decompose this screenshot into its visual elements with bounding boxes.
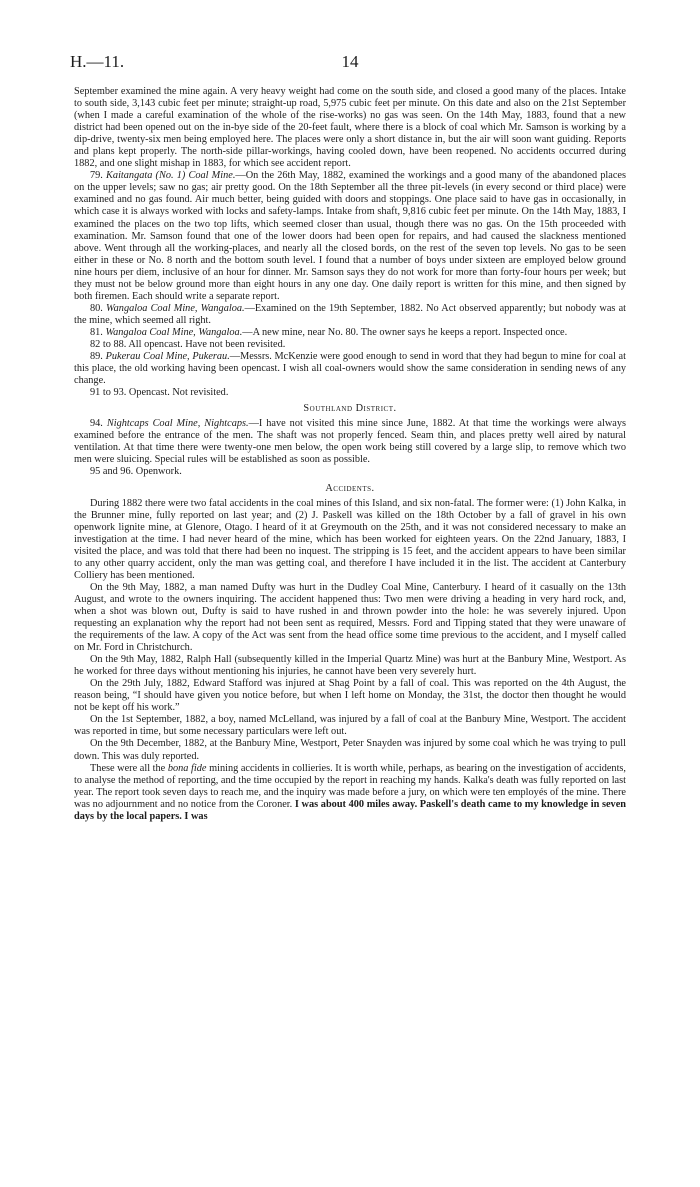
paragraph-79: [74, 170, 626, 303]
section-heading-accidents: Accidents.: [325, 482, 375, 494]
paragraph-91: 91 to 93. Opencast. Not revisited.: [90, 387, 229, 399]
entry-text: —Examined on the 19th September, 1882. No Act observed apparently; but nobody was at the mine, which seemed all right.: [74, 302, 627, 326]
latin-phrase: bona fide: [167, 762, 207, 774]
paragraph-snayden: On the 9th December, 1882, at the Banbury Mine, Westport, Peter Snayden was injured by some coal which he was trying to pull down. This was duly reported.: [74, 738, 626, 762]
entry-text: —Messrs. McKenzie were good enough to send in word that they had begun to mine for coal at this place, the old working having been opencast. I wish all coal-owners would show the same consideration in sending news of any change.: [74, 351, 626, 387]
report-reference: H.—11.: [70, 52, 125, 71]
paragraph-89: [74, 351, 626, 387]
mine-title: Pukerau Coal Mine, Pukerau.: [105, 351, 230, 363]
entry-number: 80.: [90, 302, 107, 314]
entry-number: 81.: [90, 326, 106, 338]
mine-title: Wangaloa Coal Mine, Wangaloa.: [105, 326, 243, 338]
paragraph-stafford: On the 29th July, 1882, Edward Stafford was injured at Shag Point by a fall of coal. This was reported on the 4th August, the reason being, “I should have given you notice before, but when I left home on Monday, the 31st, the doctor then thought he would not be kept off his work.”: [74, 678, 626, 714]
page-number: 14: [341, 52, 359, 71]
entry-number: 94.: [90, 418, 107, 430]
entry-number: 89.: [90, 351, 106, 363]
paragraph-accidents-summary: During 1882 there were two fatal accidents in the coal mines of this Island, and six non-fatal. The former were: (1) John Kalka, in the Brunner mine, fully reported on last year; and (2) J. Paskell was killed on the 18th October by a fall of gravel in his own openwork lignite mine, at Glenore, Otago. I heard of it at Greymouth on the 25th, and it was not considered necessary to make an investigation at the time. I had never heard of the mine, which has been worked for eighteen years. On the 22nd January, 1883, I visited the place, and was told that there had been no inquest. The stripping is 15 feet, and the accident appears to have been similar to any other quarry accident, only the man was getting coal, and therefore I have included it in the list. The accident at Canterbury Colliery has been mentioned.: [74, 497, 626, 581]
mine-title: Kaitangata (No. 1) Coal Mine.: [106, 170, 236, 182]
paragraph-ralph-hall: On the 9th May, 1882, Ralph Hall (subsequently killed in the Imperial Quartz Mine) was hurt at the Banbury Mine, Westport. As he worked for three days without mentioning his injuries, he cannot have been very severely hurt.: [74, 654, 626, 678]
paragraph-95: 95 and 96. Openwork.: [90, 466, 182, 478]
mine-title: Wangaloa Coal Mine, Wangaloa.: [106, 302, 245, 314]
paragraph-continuation: September examined the mine again. A very heavy weight had come on the south side, and closed a good many of the places. Intake to south side, 3,143 cubic feet per minute; straight-up road, 5,975 cubic feet per minute. On this date and also on the 21st September (when I made a careful examination of the whole of the rise-works) no gas was seen. On the 14th May, 1883, found that a new district had been opened out on the in-bye side of the 20-feet fault, where there is a block of coal which Mr. Samson is working by a dip-drive, twenty-six men being employed here. The places were only a short distance in, but the air will soon want guiding. Reports and plans kept properly. The north-side pillar-workings, having cooled down, have been reopened. No accidents occurred during 1882, and one slight mishap in 1883, for which see accident report.: [74, 86, 626, 170]
entry-text: —On the 26th May, 1882, examined the workings and a good many of the abandoned places on the upper levels; saw no gas; air pretty good. On the 18th September all the three pit-levels (in every second or third place) were examined and no gas found. Air much better, being guided with doors and stoppings. One place said to have gas in occasionally, in which case it is always worked with locks and safety-lamps. Intake from shaft, 9,816 cubic feet per minute. On the 14th May, 1883, I examined the places on the two top lifts, which seemed closer than usual, though there was no gas. On the 15th proceeded with examination. Mr. Samson found that one of the lower doors had been open for repairs, and had caused the slackness mentioned above. Went through all the working-places, and nearly all the closed bords, on the rest of the seven top levels. No gas to be seen either in these or No. 8 north and the bottom south level. I found that a number of boys under sixteen are employed below ground nine hours per diem, inclusive of an hour for dinner. Mr. Samson says they do not work for more than forty-four hours per week; but they must not be below ground more than eight hours in any one day. One daily report is written for this mine, and then signed by both firemen. Each should write a separate report.: [74, 170, 626, 302]
page-body: [74, 86, 626, 823]
entry-text: —I have not visited this mine since June, 1882. At that time the workings were always examined before the entrance of the men. The shaft was not properly fenced. Seam thin, and places pretty well aired by natural ventilation. At that time there were twenty-one men below, the open work being still covered by a large slip, to remove which two men were sluicing. Special rules will be established as soon as possible.: [74, 418, 627, 466]
text-run: These were all the: [90, 762, 168, 774]
page-header: [70, 52, 630, 72]
entry-number: 79.: [90, 170, 107, 182]
mine-title: Nightcaps Coal Mine, Nightcaps.: [106, 418, 249, 430]
paragraph-94: [74, 418, 626, 466]
paragraph-81: [74, 327, 626, 339]
bold-text-run: I was about 400 miles away. Paskell's death came to my knowledge in seven days by the local papers. I was: [74, 798, 626, 822]
entry-text: —A new mine, near No. 80. The owner says he keeps a report. Inspected once.: [242, 326, 568, 338]
paragraph-mclelland: On the 1st September, 1882, a boy, named McLelland, was injured by a fall of coal at the Banbury Mine, Westport. The accident was reported in time, but some necessary particulars were left out.: [74, 714, 626, 738]
text-run: mining accidents in collieries. It is worth while, perhaps, as bearing on the investigation of accidents, to analyse the method of reporting, and the time occupied by the report in reaching my hands. Kalka's death was fully reported on last year. The report took seven days to reach me, and the inquiry was made before a jury, on which were ten employés of the mine. There was no adjournment and no notice from the Coroner.: [74, 762, 627, 810]
paragraph-reporting-analysis: [74, 763, 626, 823]
paragraph-82: 82 to 88. All opencast. Have not been revisited.: [90, 338, 286, 350]
section-heading-southland: Southland District.: [303, 403, 397, 415]
paragraph-dufty: On the 9th May, 1882, a man named Dufty was hurt in the Dudley Coal Mine, Canterbury. I heard of it casually on the 13th August, and wrote to the owners inquiring. The accident happened thus: Two men were driving a heading in very hard rock, and, when a shot was blown out, Dufty is said to have rushed in and thrown powder into the hole: he was severely injured. Upon requesting an explanation why the report had not been sent as required, Messrs. Ford and Tipping stated that they were unaware of the requirements of the law. A copy of the Act was sent from the head office some time previous to the accident, and I myself called on Mr. Ford in Christchurch.: [74, 581, 626, 654]
paragraph-80: [74, 303, 626, 327]
